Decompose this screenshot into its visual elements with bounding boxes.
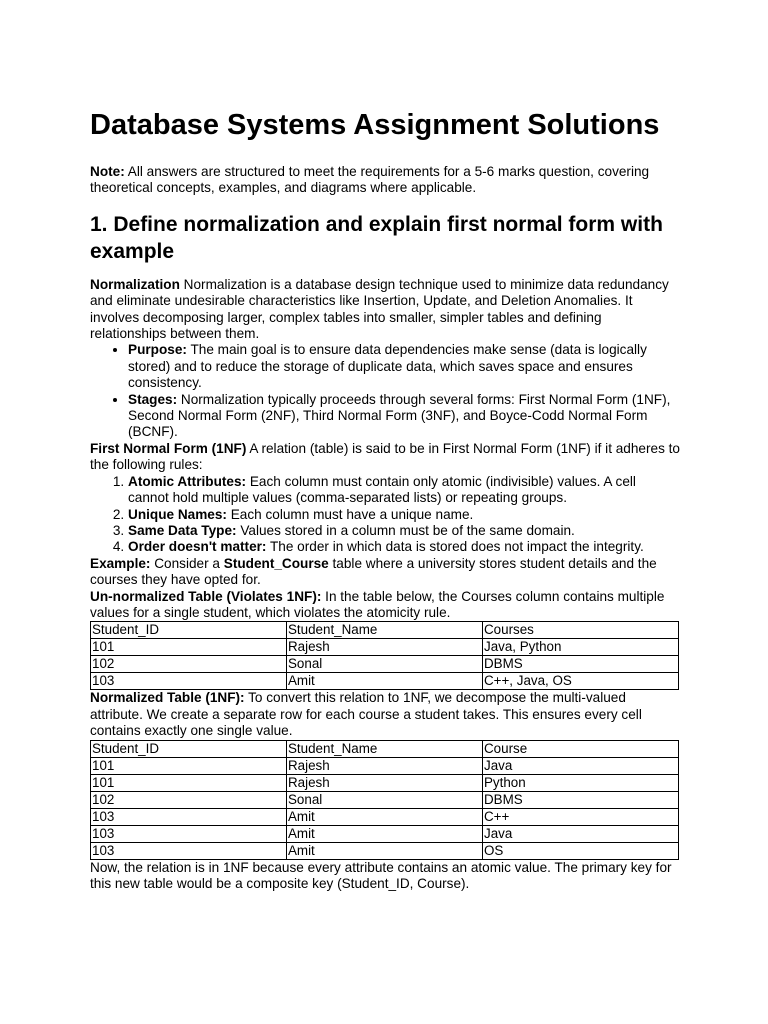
table-cell: DBMS [483,791,679,808]
fnf-rules [90,474,680,556]
table-cell: 103 [91,842,287,859]
rule-unique-names [128,507,680,523]
table-row [91,757,679,774]
table-row [91,656,679,673]
fnf-paragraph [90,441,680,474]
bullet-purpose-text: The main goal is to ensure data dependencies make sense (data is logically stored) and to reduce the storage of duplicate data, which saves space and ensures consistency. [128,342,647,391]
table-row [91,808,679,825]
bullet-stages-label: Stages: [128,391,178,407]
table-cell: Sonal [287,656,483,673]
table-cell: C++ [483,808,679,825]
unnormalized-label: Un-normalized Table (Violates 1NF): [90,588,322,604]
table-cell: Java, Python [483,639,679,656]
example-label: Example: [90,555,151,571]
table-cell: Java [483,757,679,774]
note-text: All answers are structured to meet the requirements for a 5-6 marks question, covering theoretical concepts, examples, and diagrams where applicable. [90,164,650,196]
rule-atomic-text: Each column must contain only atomic (indivisible) values. A cell cannot hold multiple values (comma-separated lists) or repeating groups. [128,473,636,506]
table-cell: Rajesh [287,639,483,656]
table-cell: Python [483,774,679,791]
question-1-heading: 1. Define normalization and explain first normal form with example [90,212,663,263]
rule-order [128,539,680,555]
table-cell: Rajesh [287,774,483,791]
rule-order-text: The order in which data is stored does not impact the integrity. [266,539,644,555]
table-cell: 101 [91,774,287,791]
table-header-cell: Student_ID [91,622,287,639]
table-cell: C++, Java, OS [483,673,679,690]
fnf-text: A relation (table) is said to be in First Normal Form (1NF) if it adheres to the following rules: [90,440,680,473]
table-cell: 103 [91,808,287,825]
bullet-purpose-label: Purpose: [128,342,187,358]
table-cell: 101 [91,639,287,656]
fnf-label: First Normal Form (1NF) [90,440,247,456]
table-header-cell: Course [483,740,679,757]
bullet-stages-text: Normalization typically proceeds through several forms: First Normal Form (1NF), Second Normal Form (2NF), Third Normal Form (3NF), and Boyce-Codd Normal Form (BCNF). [128,391,671,440]
note-paragraph [90,164,680,197]
table-cell: Java [483,825,679,842]
table-row [91,791,679,808]
normalization-label: Normalization [90,276,180,292]
document-title: Database Systems Assignment Solutions [90,109,660,141]
table-cell: 102 [91,656,287,673]
unnormalized-table [90,621,679,690]
table-cell: 101 [91,757,287,774]
rule-atomic [128,474,680,507]
note-label: Note: [90,164,125,179]
table-row [91,639,679,656]
normalization-text: Normalization is a database design technique used to minimize data redundancy and eliminate undesirable characteristics like Insertion, Update, and Deletion Anomalies. It involves decomposing larger, complex tables into smaller, simpler tables and defining relationships between them. [90,276,669,342]
table-cell: Amit [287,842,483,859]
example-table-name: Student_Course [223,555,329,571]
bullet-stages [128,392,680,441]
table-header-row [91,740,679,757]
table-cell: 103 [91,825,287,842]
normalization-bullets [90,342,680,440]
normalized-table [90,740,679,860]
table-row [91,774,679,791]
table-cell: 102 [91,791,287,808]
bullet-purpose [128,342,680,391]
normalized-paragraph [90,690,680,739]
normalized-text: To convert this relation to 1NF, we decompose the multi-valued attribute. We create a separate row for each course a student takes. This ensures every cell contains exactly one single value. [90,690,642,739]
unnormalized-paragraph [90,589,680,622]
table-header-row [91,622,679,639]
example-paragraph [90,556,680,589]
table-header-cell: Student_Name [287,622,483,639]
document-content [90,108,680,892]
rule-unique-names-label: Unique Names: [128,506,227,522]
table-cell: Amit [287,673,483,690]
table-header-cell: Courses [483,622,679,639]
table-row [91,673,679,690]
table-header-cell: Student_ID [91,740,287,757]
table-cell: OS [483,842,679,859]
table-cell: DBMS [483,656,679,673]
table-header-cell: Student_Name [287,740,483,757]
table-row [91,825,679,842]
rule-atomic-label: Atomic Attributes: [128,473,247,489]
rule-same-type-text: Values stored in a column must be of the same domain. [236,522,575,538]
table-cell: Rajesh [287,757,483,774]
rule-same-type [128,523,680,539]
unnormalized-text: In the table below, the Courses column contains multiple values for a single student, which violates the atomicity rule. [90,588,665,620]
example-text-2: table where a university stores student details and the courses they have opted for. [90,555,657,588]
rule-order-label: Order doesn't matter: [128,539,267,555]
table-row [91,842,679,859]
normalized-label: Normalized Table (1NF): [90,690,245,706]
table-cell: Sonal [287,791,483,808]
table-cell: Amit [287,808,483,825]
normalization-paragraph [90,277,680,343]
table-cell: Amit [287,825,483,842]
rule-unique-names-text: Each column must have a unique name. [226,506,474,522]
example-text-1: Consider a [150,555,224,571]
table-cell: 103 [91,673,287,690]
rule-same-type-label: Same Data Type: [128,522,237,538]
conclusion-paragraph: Now, the relation is in 1NF because every attribute contains an atomic value. The primary key for this new table would be a composite key (Student_ID, Course). [90,859,672,891]
